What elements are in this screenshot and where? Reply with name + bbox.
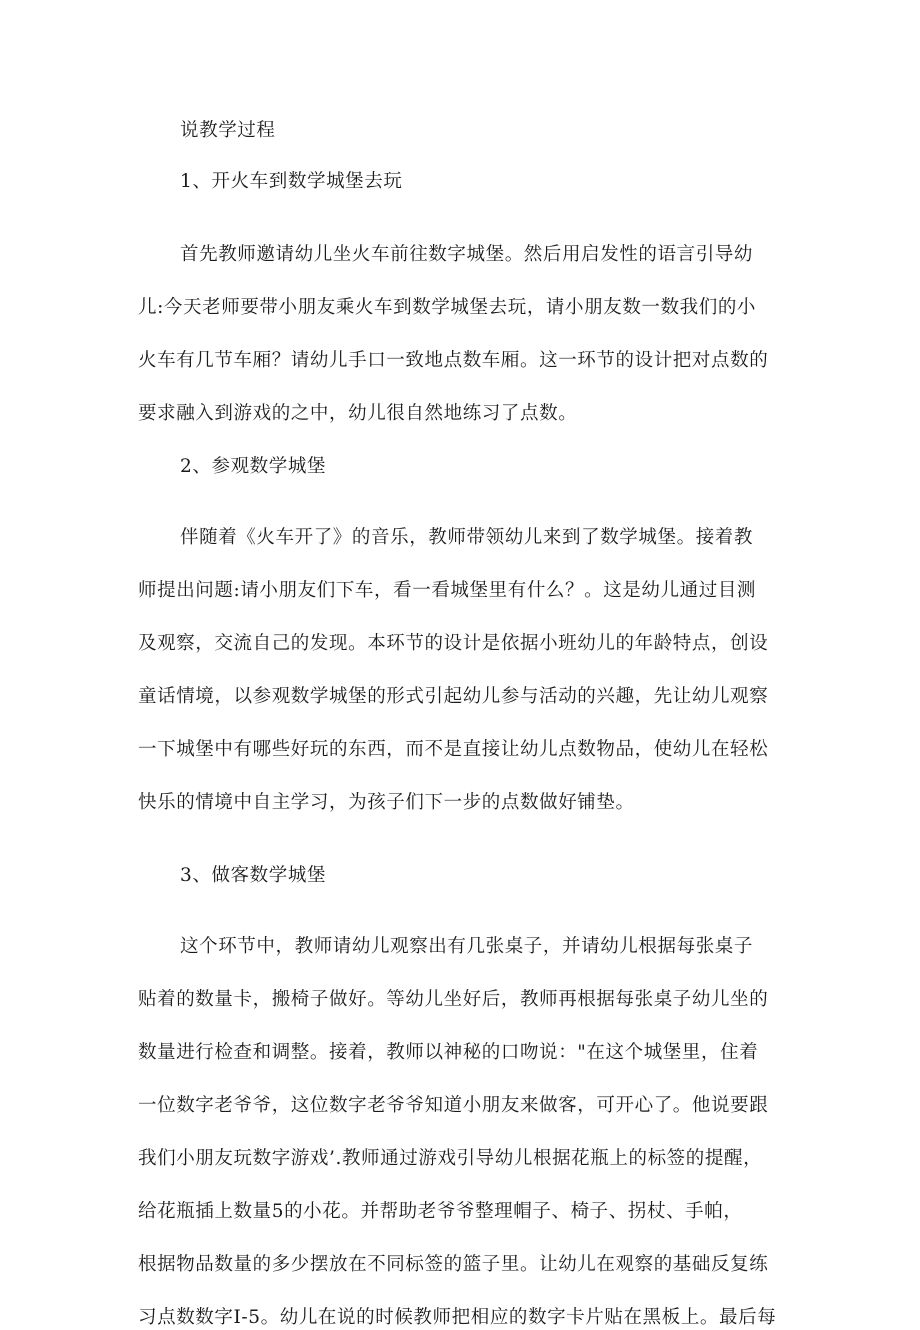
paragraph-line: 童话情境，以参观数学城堡的形式引起幼儿参与活动的兴趣，先让幼儿观察 <box>138 686 769 707</box>
paragraph-line: 一位数字老爷爷，这位数字老爷爷知道小朋友来做客，可开心了。他说要跟 <box>138 1095 769 1116</box>
subheading-3: 3、做客数学城堡 <box>180 865 327 886</box>
section-heading: 说教学过程 <box>180 120 276 141</box>
paragraph-line: 贴着的数量卡，搬椅子做好。等幼儿坐好后，教师再根据每张桌子幼儿坐的 <box>138 989 769 1010</box>
paragraph-line: 儿:今天老师要带小朋友乘火车到数学城堡去玩，请小朋友数一数我们的小 <box>138 297 757 318</box>
paragraph-line: 给花瓶插上数量5的小花。并帮助老爷爷整理帽子、椅子、拐杖、手帕， <box>138 1201 743 1222</box>
paragraph-line: 这个环节中，教师请幼儿观察出有几张桌子，并请幼儿根据每张桌子 <box>180 936 754 957</box>
subheading-2: 2、参观数学城堡 <box>180 456 327 477</box>
paragraph-line: 我们小朋友玩数字游戏’.教师通过游戏引导幼儿根据花瓶上的标签的提醒， <box>138 1148 763 1169</box>
paragraph-line: 数量进行检查和调整。接着，教师以神秘的口吻说："在这个城堡里，住着 <box>138 1042 759 1063</box>
paragraph-line: 首先教师邀请幼儿坐火车前往数字城堡。然后用启发性的语言引导幼 <box>180 244 754 265</box>
paragraph-line: 要求融入到游戏的之中，幼儿很自然地练习了点数。 <box>138 403 578 424</box>
paragraph-line: 习点数数字I-5。幼儿在说的时候教师把相应的数字卡片贴在黑板上。最后每 <box>138 1307 777 1328</box>
paragraph-line: 火车有几节车厢？请幼儿手口一致地点数车厢。这一环节的设计把对点数的 <box>138 350 769 371</box>
paragraph-line: 及观察，交流自己的发现。本环节的设计是依据小班幼儿的年龄特点，创设 <box>138 633 769 654</box>
paragraph-line: 伴随着《火车开了》的音乐，教师带领幼儿来到了数学城堡。接着教 <box>180 527 754 548</box>
paragraph-line: 根据物品数量的多少摆放在不同标签的篮子里。让幼儿在观察的基础反复练 <box>138 1254 769 1275</box>
subheading-1: 1、开火车到数学城堡去玩 <box>180 171 403 192</box>
paragraph-line: 师提出问题:请小朋友们下车，看一看城堡里有什么？。这是幼儿通过目测 <box>138 580 757 601</box>
paragraph-line: 一下城堡中有哪些好玩的东西，而不是直接让幼儿点数物品，使幼儿在轻松 <box>138 739 769 760</box>
paragraph-line: 快乐的情境中自主学习，为孩子们下一步的点数做好铺垫。 <box>138 792 635 813</box>
